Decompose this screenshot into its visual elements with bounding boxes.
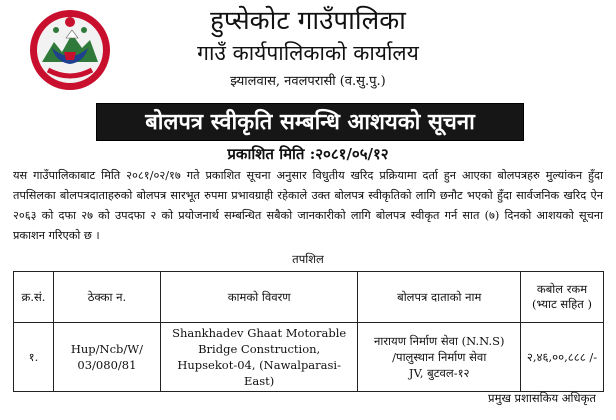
header-bid-amount bbox=[521, 272, 604, 323]
bid-table bbox=[13, 271, 604, 392]
bidder-line3: JV, बुटवल-१२ bbox=[408, 366, 470, 380]
header-work-description: कामको विवरण bbox=[160, 272, 358, 323]
office-address: झ्यालवास, नवलपरासी (व.सु.पु.) bbox=[230, 74, 386, 89]
cell-contract-no bbox=[53, 323, 160, 392]
header-bid-amount-line1: कबोल रकम bbox=[536, 282, 588, 296]
published-date: प्रकाशित मिति :२०८१/०५/१२ bbox=[227, 145, 389, 163]
table-row bbox=[14, 323, 604, 392]
table-header-row bbox=[14, 272, 604, 323]
notice-body: यस गाउँपालिकाबाट मिति २०८१/०२/१७ गते प्रकाशित सूचना अनुसार विधुतीय खरिद प्रक्रियामा दर्ता हुन आएका बोलपत्रहरु मुल्यांकन हुँदा तपसिलका बोलपत्रदाताहरुको बोलपत्र सारभूत रुपमा प्रभावग्राही रहेकाले उक्त बोलपत्र स्वीकृतिको लागि छनौट भएको हुँदा सार्वजनिक खरिद ऐन २०६३ को दफा २७ को उपदफा २ को प्रयोजनार्थ सम्बन्धित सबैको जानकारीको लागि बोलपत्र स्वीकृत गर्न सात (७) दिनको आशयको सूचना प्रकाशन गरिएको छ । bbox=[13, 169, 603, 242]
work-line3: Hupsekot-04, (Nawalparasi- East) bbox=[177, 358, 341, 388]
contract-no-line2: 03/080/81 bbox=[77, 358, 137, 372]
office-name: हुप्सेकोट गाउँपालिका bbox=[210, 6, 406, 36]
cell-sn: १. bbox=[14, 323, 54, 392]
work-line2: Bridge Construction, bbox=[198, 342, 321, 356]
bidder-line2: /पालुस्थान निर्माण सेवा bbox=[392, 350, 487, 364]
contract-no-line1: Hup/Ncb/W/ bbox=[70, 342, 143, 356]
cell-bid-amount: २,४६,००,८८८ /- bbox=[521, 323, 604, 392]
office-subtitle: गाउँ कार्यपालिकाको कार्यालय bbox=[197, 41, 419, 65]
header-bid-amount-line2: (भ्याट सहित ) bbox=[532, 297, 592, 311]
header-sn: क्र.सं. bbox=[14, 272, 54, 323]
bidder-line1: नारायण निर्माण सेवा (N.N.S) bbox=[373, 334, 505, 348]
header-bidder-name: बोलपत्र दाताको नाम bbox=[358, 272, 521, 323]
cell-work-description bbox=[160, 323, 358, 392]
header-contract-no: ठेक्का न. bbox=[53, 272, 160, 323]
notice-title-banner: बोलपत्र स्वीकृति सम्बन्धि आशयको सूचना bbox=[96, 103, 524, 141]
cell-bidder-name bbox=[358, 323, 521, 392]
signatory-title: प्रमुख प्रशासकिय अधिकृत bbox=[488, 391, 596, 405]
work-line1: Shankhadev Ghaat Motorable bbox=[172, 326, 347, 340]
details-heading: तपशिल bbox=[292, 252, 324, 266]
